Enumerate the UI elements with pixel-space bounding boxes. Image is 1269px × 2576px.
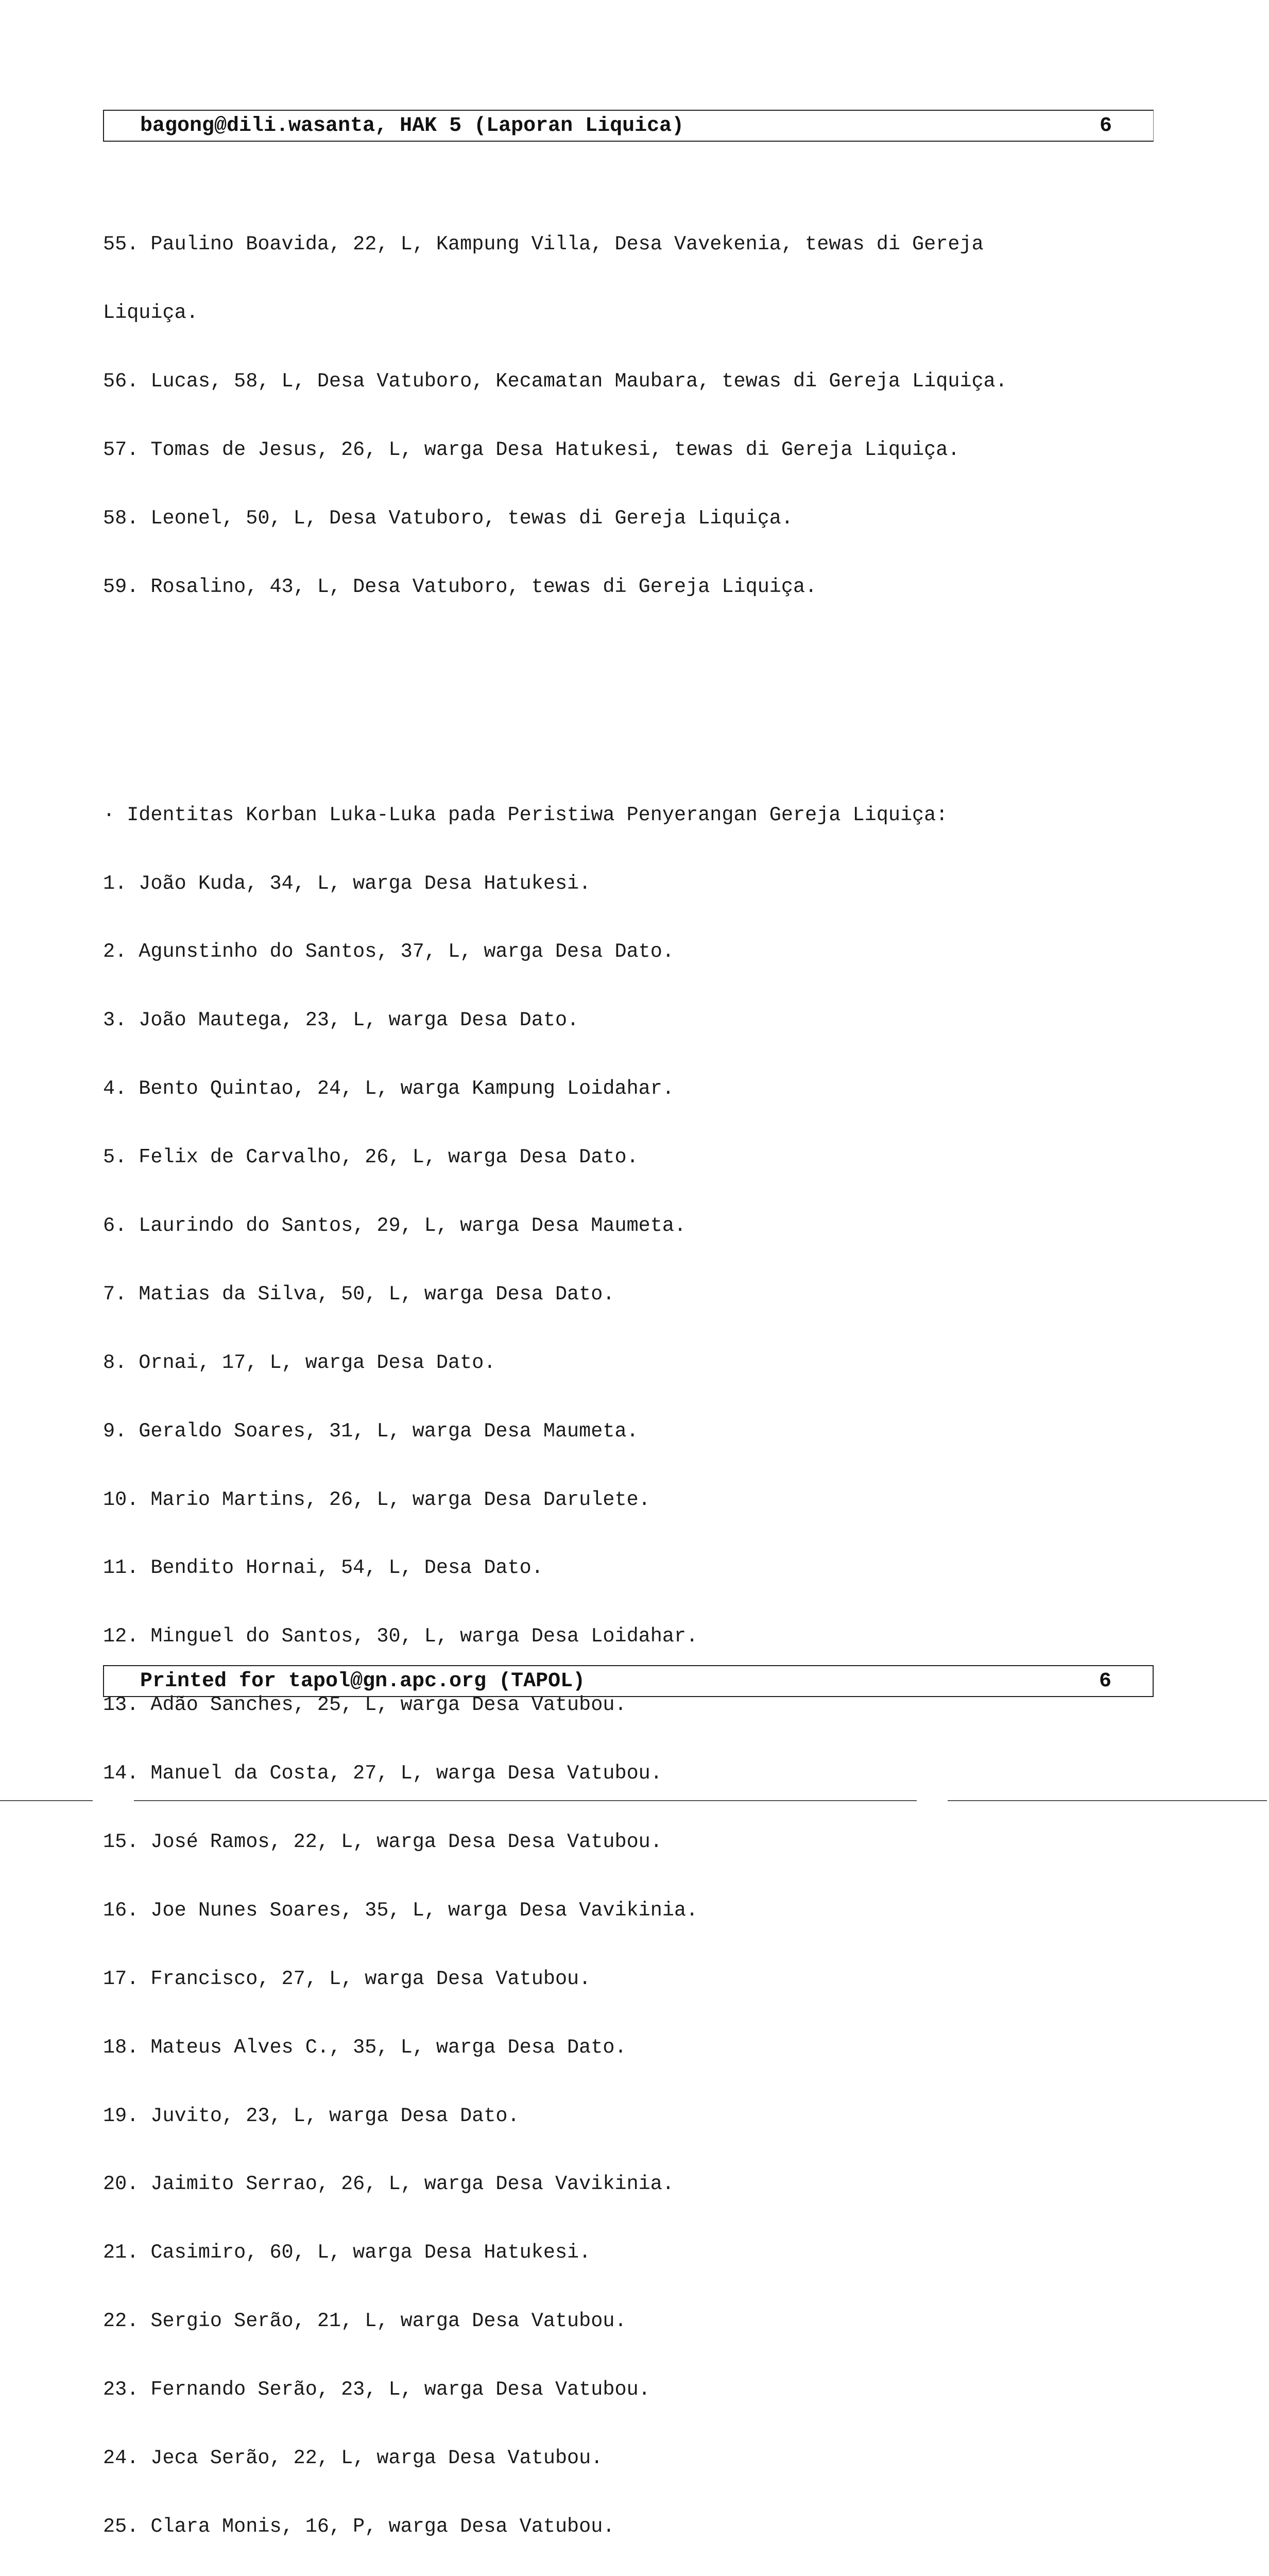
list-item: 12. Minguel do Santos, 30, L, warga Desa Loidahar. xyxy=(103,1625,698,1648)
footer-title: Printed for tapol@gn.apc.org (TAPOL) xyxy=(140,1670,586,1693)
list-item: 25. Clara Monis, 16, P, warga Desa Vatubou. xyxy=(103,2515,615,2538)
scan-edge-line xyxy=(948,1800,1267,1801)
list-item: 22. Sergio Serão, 21, L, warga Desa Vatubou. xyxy=(103,2310,627,2333)
list-item: 7. Matias da Silva, 50, L, warga Desa Dato. xyxy=(103,1282,615,1306)
scan-edge-line xyxy=(0,1800,93,1801)
header-page-number: 6 xyxy=(1099,114,1112,138)
section-heading: · Identitas Korban Luka-Luka pada Peristiwa Penyerangan Gereja Liquiça: xyxy=(103,803,948,826)
list-item: 17. Francisco, 27, L, warga Desa Vatubou. xyxy=(103,1967,591,1990)
list-item: 3. João Mautega, 23, L, warga Desa Dato. xyxy=(103,1009,579,1032)
dead-list-continued xyxy=(103,188,1154,644)
list-item: 2. Agunstinho do Santos, 37, L, warga Desa Dato. xyxy=(103,940,674,963)
list-item: 23. Fernando Serão, 23, L, warga Desa Vatubou. xyxy=(103,2378,650,2401)
list-item: 9. Geraldo Soares, 31, L, warga Desa Maumeta. xyxy=(103,1419,639,1443)
list-item: 56. Lucas, 58, L, Desa Vatuboro, Kecamatan Maubara, tewas di Gereja Liquiça. xyxy=(103,369,1007,393)
list-item: 24. Jeca Serão, 22, L, warga Desa Vatubou. xyxy=(103,2446,603,2469)
page-footer xyxy=(103,1665,1154,1697)
list-item: 14. Manuel da Costa, 27, L, warga Desa Vatubou. xyxy=(103,1762,662,1785)
list-item: 59. Rosalino, 43, L, Desa Vatuboro, tewas di Gereja Liquiça. xyxy=(103,575,817,598)
footer-page-number: 6 xyxy=(1099,1670,1111,1693)
list-item: 15. José Ramos, 22, L, warga Desa Desa Vatubou. xyxy=(103,1830,662,1853)
list-item: 6. Laurindo do Santos, 29, L, warga Desa Maumeta. xyxy=(103,1214,687,1237)
list-item: 20. Jaimito Serrao, 26, L, warga Desa Vavikinia. xyxy=(103,2173,674,2196)
list-item: 11. Bendito Hornai, 54, L, Desa Dato. xyxy=(103,1556,543,1580)
list-item: Liquiça. xyxy=(103,301,198,325)
list-item: 13. Adão Sanches, 25, L, warga Desa Vatubou. xyxy=(103,1693,627,1717)
document-body xyxy=(103,142,1154,2576)
page-header xyxy=(103,110,1154,142)
list-item: 8. Ornai, 17, L, warga Desa Dato. xyxy=(103,1351,496,1374)
list-item: 18. Mateus Alves C., 35, L, warga Desa Dato. xyxy=(103,2036,627,2059)
list-item: 58. Leonel, 50, L, Desa Vatuboro, tewas di Gereja Liquiça. xyxy=(103,506,794,530)
scan-edge-line xyxy=(134,1800,917,1801)
list-item: 19. Juvito, 23, L, warga Desa Dato. xyxy=(103,2104,520,2127)
list-item: 5. Felix de Carvalho, 26, L, warga Desa Dato. xyxy=(103,1146,639,1169)
list-item: 4. Bento Quintao, 24, L, warga Kampung Loidahar. xyxy=(103,1077,674,1100)
list-item: 10. Mario Martins, 26, L, warga Desa Darulete. xyxy=(103,1488,650,1511)
list-item: 16. Joe Nunes Soares, 35, L, warga Desa Vavikinia. xyxy=(103,1899,698,1922)
list-item: 21. Casimiro, 60, L, warga Desa Hatukesi. xyxy=(103,2241,591,2264)
header-title: bagong@dili.wasanta, HAK 5 (Laporan Liquica) xyxy=(140,114,684,138)
list-item: 57. Tomas de Jesus, 26, L, warga Desa Hatukesi, tewas di Gereja Liquiça. xyxy=(103,438,960,461)
list-item: 55. Paulino Boavida, 22, L, Kampung Villa, Desa Vavekenia, tewas di Gereja xyxy=(103,233,984,256)
list-item: 1. João Kuda, 34, L, warga Desa Hatukesi. xyxy=(103,872,591,895)
